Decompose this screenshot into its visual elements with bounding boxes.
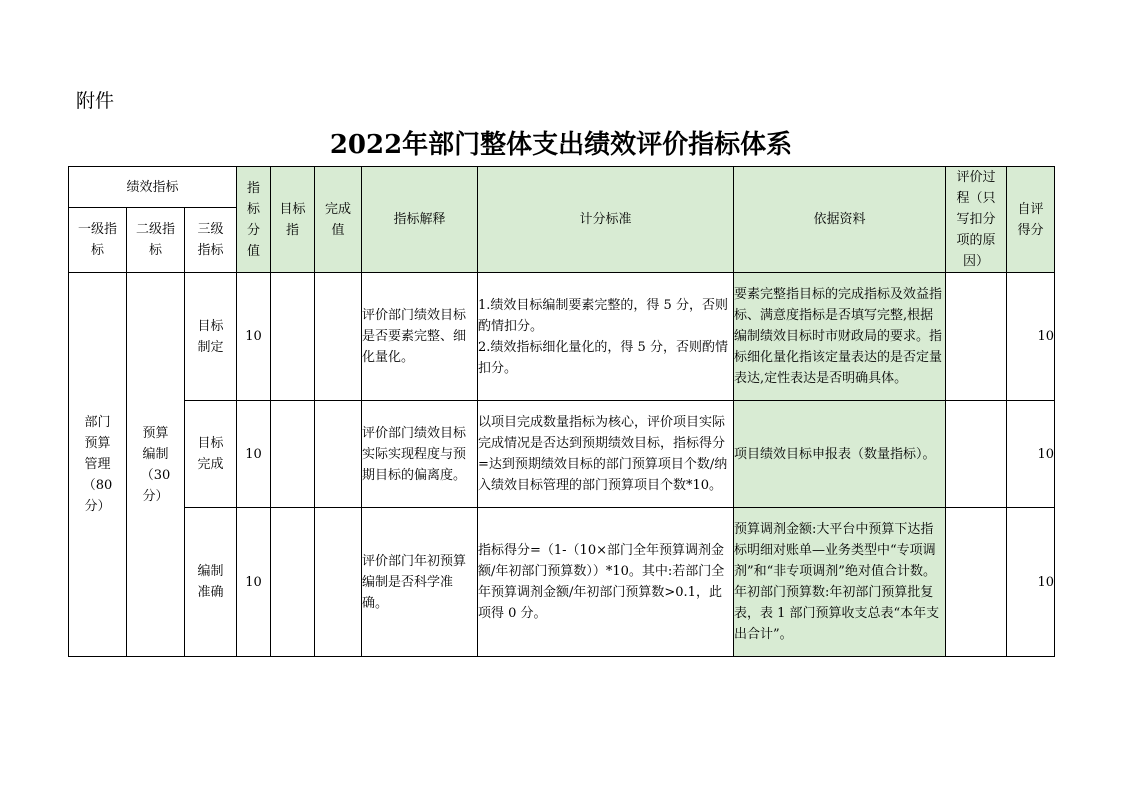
header-completion-value: 完成值 <box>315 167 362 273</box>
explanation-cell: 评价部门绩效目标实际实现程度与预期目标的偏离度。 <box>362 401 478 508</box>
explanation-cell: 评价部门年初预算编制是否科学准确。 <box>362 508 478 657</box>
header-level3: 三级指标 <box>185 208 237 273</box>
header-evaluation-process: 评价过程（只写扣分项的原因） <box>946 167 1007 273</box>
completion-value-cell <box>315 401 362 508</box>
level3-cell: 目标完成 <box>185 401 237 508</box>
target-value-cell <box>271 273 315 401</box>
document-title: 2022年部门整体支出绩效评价指标体系 <box>329 130 793 160</box>
table-row <box>69 401 1055 508</box>
score-value-cell: 10 <box>237 508 271 657</box>
header-score-value: 指标分值 <box>237 167 271 273</box>
header-level2: 二级指标 <box>127 208 185 273</box>
evaluation-process-cell <box>946 401 1007 508</box>
basis-cell: 项目绩效目标申报表（数量指标）。 <box>734 401 946 508</box>
scoring-standard-cell: 指标得分=（1-（10×部门全年预算调剂金额/年初部门预算数））*10。其中:若部门全年预算调剂金额/年初部门预算数>0.1，此项得 0 分。 <box>478 508 734 657</box>
level1-cell: 部门预算管理（80分） <box>69 273 127 657</box>
explanation-cell: 评价部门绩效目标是否要素完整、细化量化。 <box>362 273 478 401</box>
attachment-label: 附件 <box>76 90 115 112</box>
header-performance-indicators: 绩效指标 <box>69 167 237 208</box>
basis-cell: 预算调剂金额:大平台中预算下达指标明细对账单—业务类型中“专项调剂”和“非专项调剂”绝对值合计数。 年初部门预算数:年初部门预算批复表，表 1 部门预算收支总表“本年支出合计”。 <box>734 508 946 657</box>
level3-cell: 目标制定 <box>185 273 237 401</box>
evaluation-process-cell <box>946 508 1007 657</box>
completion-value-cell <box>315 273 362 401</box>
evaluation-process-cell <box>946 273 1007 401</box>
target-value-cell <box>271 401 315 508</box>
self-score-cell: 10 <box>1007 401 1055 508</box>
self-score-cell: 10 <box>1007 508 1055 657</box>
target-value-cell <box>271 508 315 657</box>
header-scoring-standard: 计分标准 <box>478 167 734 273</box>
header-self-score: 自评得分 <box>1007 167 1055 273</box>
basis-cell: 要素完整指目标的完成指标及效益指标、满意度指标是否填写完整,根据编制绩效目标时市财政局的要求。指标细化量化指该定量表达的是否定量表达,定性表达是否明确具体。 <box>734 273 946 401</box>
completion-value-cell <box>315 508 362 657</box>
header-target-value: 目标指 <box>271 167 315 273</box>
table-row <box>69 273 1055 401</box>
scoring-standard-cell: 1.绩效目标编制要素完整的，得 5 分，否则酌情扣分。 2.绩效指标细化量化的，得 5 分，否则酌情扣分。 <box>478 273 734 401</box>
score-value-cell: 10 <box>237 273 271 401</box>
self-score-cell: 10 <box>1007 273 1055 401</box>
table-row <box>69 508 1055 657</box>
level3-cell: 编制准确 <box>185 508 237 657</box>
header-basis: 依据资料 <box>734 167 946 273</box>
level2-cell: 预算编制（30分） <box>127 273 185 657</box>
header-level1: 一级指标 <box>69 208 127 273</box>
scoring-standard-cell: 以项目完成数量指标为核心，评价项目实际完成情况是否达到预期绩效目标，指标得分=达到预期绩效目标的部门预算项目个数/纳入绩效目标管理的部门预算项目个数*10。 <box>478 401 734 508</box>
indicator-table <box>68 166 1055 657</box>
header-explanation: 指标解释 <box>362 167 478 273</box>
score-value-cell: 10 <box>237 401 271 508</box>
